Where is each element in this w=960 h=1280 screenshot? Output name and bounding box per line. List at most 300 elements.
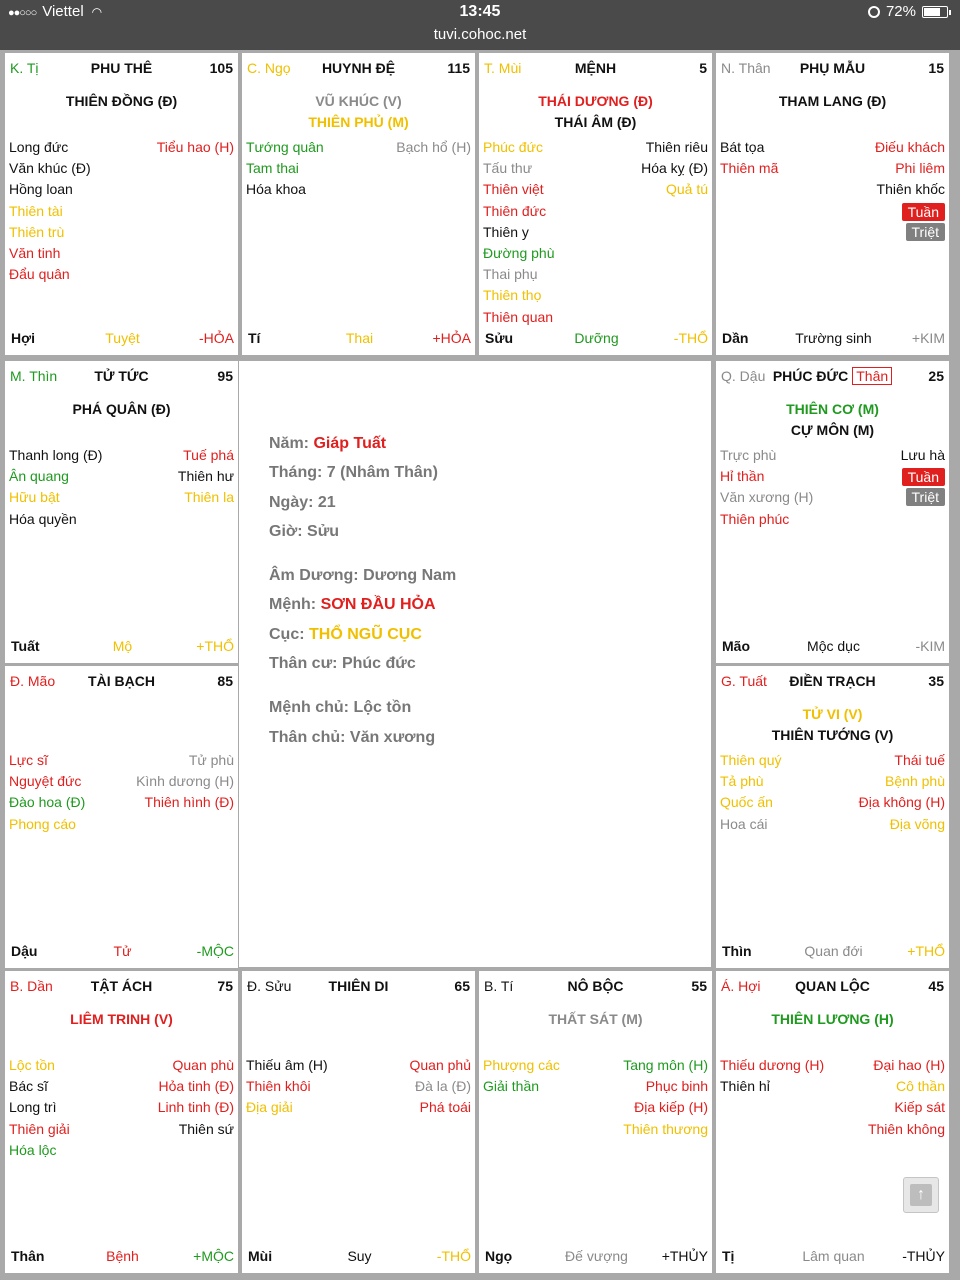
battery-fill — [924, 8, 940, 16]
can-chi: M. Thìn — [10, 368, 58, 384]
secondary-stars — [246, 1055, 471, 1119]
palace-footer — [722, 330, 945, 348]
star: Thiên y — [483, 223, 529, 240]
menh-chu-value: Lộc tồn — [353, 699, 412, 717]
star: Ân quang — [9, 468, 69, 485]
star: Nguyệt đức — [9, 773, 82, 790]
menh-value: SƠN ĐẦU HỎA — [320, 596, 436, 614]
spacer — [269, 546, 456, 561]
carrier-name: Viettel — [42, 3, 84, 20]
earthly-branch: Tí — [248, 330, 261, 346]
star: Văn tinh — [9, 245, 61, 262]
palace-name-wrap — [721, 60, 944, 76]
earthly-branch: Thân — [11, 1248, 45, 1264]
dai-van-age: 105 — [209, 60, 233, 76]
life-stage: Suy — [347, 1248, 372, 1264]
palace-footer — [248, 1248, 471, 1266]
main-stars — [716, 1009, 949, 1030]
dai-van-age: 15 — [928, 60, 944, 76]
main-star: THAM LANG (Đ) — [778, 93, 887, 109]
palace-footer — [11, 1248, 234, 1266]
main-stars — [242, 91, 475, 133]
right-star-column — [158, 1055, 234, 1161]
palace-header — [247, 60, 470, 78]
palace-cell[interactable] — [716, 666, 949, 968]
battery-icon — [922, 6, 948, 18]
right-star-column — [410, 1055, 472, 1119]
can-chi: C. Ngọ — [247, 60, 291, 76]
element: -THỔ — [673, 330, 708, 346]
gio-value: Sửu — [307, 522, 340, 540]
right-star-column — [868, 1055, 945, 1140]
dai-van-age: 115 — [447, 60, 470, 76]
palace-header — [484, 60, 707, 78]
main-star: THẤT SÁT (M) — [548, 1011, 643, 1027]
info-menh: Mệnh: SƠN ĐẦU HỎA — [269, 596, 436, 614]
star: Linh tinh (Đ) — [157, 1099, 234, 1116]
info-gio: Giờ: Sửu — [269, 522, 340, 540]
main-star: THIÊN CƠ (M) — [786, 401, 879, 417]
palace-cell[interactable] — [479, 971, 712, 1273]
earthly-branch: Hợi — [11, 330, 35, 346]
element: -HỎA — [199, 330, 234, 346]
star: Hóa lộc — [9, 1141, 57, 1158]
life-stage: Dưỡng — [574, 330, 619, 346]
star: Thai phụ — [483, 266, 538, 283]
dai-van-age: 95 — [217, 368, 233, 384]
palace-header — [10, 60, 233, 78]
palace-cell[interactable] — [5, 666, 238, 968]
nam-value: Giáp Tuất — [313, 435, 387, 452]
earthly-branch: Tị — [722, 1248, 735, 1264]
star: Bệnh phù — [885, 773, 945, 790]
dai-van-age: 55 — [691, 978, 707, 994]
left-star-column — [9, 137, 91, 285]
star: Thiên không — [867, 1120, 945, 1137]
earthly-branch: Dậu — [11, 943, 38, 959]
star: Bác sĩ — [9, 1078, 48, 1095]
palace-name: PHU THÊ — [90, 60, 153, 76]
tu-vi-chart — [0, 50, 960, 1280]
star: Tuế phá — [183, 447, 234, 463]
star: Thiên thọ — [483, 287, 542, 304]
star: Địa kiếp (H) — [634, 1099, 708, 1116]
element: -THỦY — [902, 1248, 945, 1264]
star: Phi liêm — [895, 160, 945, 177]
star: Phong cáo — [9, 815, 76, 832]
secondary-stars — [9, 137, 234, 285]
can-chi: T. Mùi — [484, 60, 522, 76]
palace-cell[interactable] — [242, 53, 475, 355]
can-chi: K. Tị — [10, 60, 39, 76]
life-stage: Bệnh — [106, 1248, 139, 1264]
element: +THỔ — [907, 943, 945, 959]
star: Địa không (H) — [858, 794, 945, 811]
star: Hoa cái — [720, 815, 768, 832]
main-star: VŨ KHÚC (V) — [315, 93, 402, 109]
palace-name-wrap — [10, 60, 233, 76]
earthly-branch: Mùi — [248, 1248, 273, 1264]
secondary-stars — [720, 445, 945, 530]
tuan-badge: Tuần — [902, 203, 945, 221]
star: Hóa khoa — [246, 181, 306, 198]
left-star-column — [9, 445, 102, 530]
star: Tướng quân — [246, 139, 324, 155]
info-than-chu: Thân chủ: Văn xương — [269, 728, 436, 746]
palace-name: ĐIỀN TRẠCH — [789, 673, 876, 689]
star: Quốc ấn — [720, 794, 773, 811]
life-stage: Tuyệt — [105, 330, 140, 346]
star: Phục binh — [645, 1078, 708, 1095]
star: Thiên riêu — [645, 139, 708, 155]
main-stars — [5, 399, 238, 420]
star: Phúc đức — [483, 139, 543, 155]
star: Thiếu âm (H) — [246, 1057, 328, 1073]
star: Thiên trù — [9, 223, 65, 240]
palace-name: TỬ TỨC — [94, 368, 149, 384]
right-star-column — [396, 137, 471, 201]
left-star-column — [9, 1055, 70, 1161]
palace-footer — [11, 330, 234, 348]
life-stage: Lâm quan — [802, 1248, 865, 1264]
dai-van-age: 5 — [699, 60, 707, 76]
main-star: THIÊN ĐỒNG (Đ) — [65, 93, 178, 109]
star: Hỏa tinh (Đ) — [158, 1078, 234, 1095]
can-chi: Q. Dậu — [721, 368, 766, 384]
palace-name: NÔ BỘC — [567, 978, 624, 994]
star: Thiên mã — [720, 160, 779, 177]
info-menh-chu: Mệnh chủ: Lộc tồn — [269, 699, 412, 717]
star: Văn xương (H) — [720, 489, 814, 506]
right-star-column — [901, 445, 945, 530]
star: Thiên la — [184, 489, 234, 506]
info-am-duong: Âm Dương: Dương Nam — [269, 567, 457, 585]
palace-header — [10, 978, 233, 996]
left-star-column — [246, 1055, 328, 1119]
main-star: TỬ VI (V) — [802, 706, 863, 722]
star: Thiên quý — [720, 752, 782, 768]
can-chi: Đ. Sửu — [247, 978, 292, 994]
left-star-column — [720, 137, 778, 241]
palace-cell[interactable] — [5, 53, 238, 355]
star: Thiên sứ — [178, 1120, 234, 1137]
clock: 13:45 — [459, 3, 501, 20]
left-star-column — [9, 750, 85, 835]
star: Hóa quyền — [9, 510, 77, 527]
star: Lực sĩ — [9, 752, 48, 768]
star: Phượng các — [483, 1057, 560, 1073]
palace-footer — [11, 943, 234, 961]
star: Thiên hư — [177, 468, 234, 485]
palace-cell[interactable] — [479, 53, 712, 355]
star: Quả tú — [665, 181, 708, 198]
right-star-column — [859, 750, 945, 835]
palace-cell[interactable] — [5, 361, 238, 663]
star: Thiên hỉ — [720, 1078, 770, 1095]
secondary-stars — [720, 750, 945, 835]
life-stage: Thai — [345, 330, 374, 346]
palace-cell[interactable] — [242, 971, 475, 1273]
life-stage: Tử — [113, 943, 132, 959]
palace-name-wrap — [484, 978, 707, 994]
ios-status-bar — [0, 0, 960, 50]
palace-name-wrap — [721, 673, 944, 689]
main-star: LIÊM TRINH (V) — [70, 1011, 173, 1027]
palace-name: QUAN LỘC — [795, 978, 870, 994]
dai-van-age: 85 — [217, 673, 233, 689]
palace-footer — [248, 330, 471, 348]
earthly-branch: Tuất — [11, 638, 40, 654]
triet-badge: Triệt — [906, 488, 945, 506]
left-star-column — [246, 137, 324, 201]
star: Hỉ thần — [720, 468, 765, 485]
info-nam: Năm: Giáp Tuất — [269, 435, 387, 452]
info-cuc: Cục: THỔ NGŨ CỤC — [269, 625, 422, 643]
star: Thanh long (Đ) — [9, 447, 103, 463]
dai-van-age: 75 — [217, 978, 233, 994]
star: Thiên thương — [623, 1120, 708, 1137]
palace-name-wrap — [247, 60, 470, 76]
can-chi: B. Tí — [484, 978, 514, 994]
palace-footer — [485, 330, 708, 348]
palace-header — [721, 673, 944, 691]
life-stage: Trường sinh — [795, 330, 872, 346]
main-star: THÁI ÂM (Đ) — [554, 114, 637, 130]
than-marker: Thân — [852, 367, 892, 385]
life-stage: Đế vượng — [565, 1248, 628, 1264]
right-star-column — [157, 137, 234, 285]
earthly-branch: Mão — [722, 638, 750, 654]
left-star-column — [483, 137, 554, 328]
palace-name-wrap — [721, 368, 944, 384]
palace-name-wrap — [10, 978, 233, 994]
rotation-lock-icon — [868, 6, 880, 18]
main-stars — [479, 1009, 712, 1030]
main-stars — [5, 1009, 238, 1030]
element: -KIM — [915, 638, 945, 654]
earthly-branch: Sửu — [485, 330, 514, 346]
info-than-cu: Thân cư: Phúc đức — [269, 655, 416, 673]
star: Đẩu quân — [9, 266, 70, 283]
palace-header — [721, 368, 944, 386]
left-star-column — [720, 1055, 824, 1140]
left-star-column — [720, 750, 781, 835]
palace-cell[interactable] — [716, 971, 949, 1273]
star: Hồng loan — [9, 181, 73, 198]
palace-name: HUYNH ĐỆ — [321, 60, 396, 76]
palace-name: TÀI BẠCH — [88, 673, 155, 689]
main-star: THIÊN TƯỚNG (V) — [771, 727, 894, 743]
star: Hữu bật — [9, 489, 60, 506]
right-star-column — [178, 445, 234, 530]
birth-info — [269, 429, 456, 752]
star: Tam thai — [246, 160, 299, 177]
palace-cell[interactable] — [716, 53, 949, 355]
can-chi: B. Dần — [10, 978, 53, 994]
star: Bát tọa — [720, 139, 765, 155]
left-star-column — [720, 445, 813, 530]
life-stage: Quan đới — [804, 943, 863, 959]
palace-name: TẬT ÁCH — [90, 978, 153, 994]
earthly-branch: Thìn — [722, 943, 752, 959]
cuc-value: THỔ NGŨ CỤC — [309, 625, 422, 643]
tuan-badge: Tuần — [902, 468, 945, 486]
secondary-stars — [9, 445, 234, 530]
palace-footer — [722, 1248, 945, 1266]
star: Quan phủ — [409, 1057, 471, 1073]
palace-header — [10, 368, 233, 386]
star: Thiên khôi — [246, 1078, 311, 1095]
palace-header — [10, 673, 233, 691]
star: Tấu thư — [483, 160, 533, 177]
star: Long đức — [9, 139, 69, 155]
star: Tiểu hao (H) — [156, 139, 234, 155]
palace-header — [484, 978, 707, 996]
element: -MỘC — [196, 943, 234, 959]
secondary-stars — [246, 137, 471, 201]
secondary-stars — [9, 750, 234, 835]
main-star: PHÁ QUÂN (Đ) — [72, 401, 171, 417]
earthly-branch: Dần — [722, 330, 749, 346]
palace-name-wrap — [721, 978, 944, 994]
spacer — [269, 678, 456, 693]
than-cu-value: Phúc đức — [341, 655, 416, 673]
star: Tả phù — [720, 773, 764, 790]
star: Quan phù — [172, 1057, 234, 1073]
star: Điếu khách — [874, 139, 945, 155]
main-stars — [716, 704, 949, 746]
palace-footer — [722, 638, 945, 656]
star: Thiên tài — [9, 202, 63, 219]
secondary-stars — [720, 1055, 945, 1140]
earthly-branch: Ngọ — [485, 1248, 513, 1264]
signal-icon: ●●○○○ — [8, 7, 37, 19]
address-bar-url[interactable]: tuvi.cohoc.net — [433, 26, 527, 43]
right-star-column — [641, 137, 708, 328]
secondary-stars — [9, 1055, 234, 1161]
scroll-to-top-button[interactable] — [903, 1177, 939, 1213]
star: Địa võng — [889, 815, 945, 832]
palace-header — [247, 978, 470, 996]
star: Đại hao (H) — [873, 1057, 945, 1073]
palace-name: MỆNH — [574, 60, 617, 76]
star: Thiên hình (Đ) — [144, 794, 234, 811]
dai-van-age: 65 — [454, 978, 470, 994]
star: Thái tuế — [894, 752, 945, 768]
element: +KIM — [911, 330, 945, 346]
star: Kình dương (H) — [136, 773, 234, 790]
main-stars — [479, 91, 712, 133]
can-chi: N. Thân — [721, 60, 771, 76]
palace-name-wrap — [10, 368, 233, 384]
element: +THỔ — [196, 638, 234, 654]
main-stars — [5, 91, 238, 112]
main-stars — [716, 399, 949, 441]
main-star: THÁI DƯƠNG (Đ) — [538, 93, 653, 109]
can-chi: Đ. Mão — [10, 673, 56, 689]
chart-center-info — [239, 361, 711, 967]
right-star-column — [136, 750, 234, 835]
can-chi: Á. Hợi — [721, 978, 761, 994]
triet-badge: Triệt — [906, 223, 945, 241]
star: Kiếp sát — [894, 1099, 945, 1116]
palace-name-wrap — [247, 978, 470, 994]
star: Lộc tồn — [9, 1057, 55, 1073]
left-star-column — [483, 1055, 560, 1140]
main-star: THIÊN LƯƠNG (H) — [771, 1011, 894, 1027]
right-star-column — [875, 137, 945, 241]
palace-cell[interactable] — [5, 971, 238, 1273]
element: -THỔ — [436, 1248, 471, 1264]
star: Bạch hổ (H) — [396, 139, 471, 155]
star: Hóa kỵ (Đ) — [641, 160, 708, 177]
star: Tang môn (H) — [623, 1057, 708, 1073]
than-chu-value: Văn xương — [349, 728, 436, 746]
palace-footer — [722, 943, 945, 961]
am-duong-value: Dương Nam — [363, 567, 457, 585]
star: Thiên giải — [9, 1120, 70, 1137]
element: +MỘC — [193, 1248, 234, 1264]
star: Đà la (Đ) — [414, 1078, 471, 1095]
palace-name-wrap — [10, 673, 233, 689]
star: Thiên đức — [483, 202, 547, 219]
star: Thiên quan — [483, 308, 554, 325]
star: Long trì — [9, 1099, 57, 1116]
star: Thiếu dương (H) — [720, 1057, 825, 1073]
right-star-column — [623, 1055, 708, 1140]
info-ngay: Ngày: 21 — [269, 493, 336, 511]
palace-name: THIÊN DI — [328, 978, 389, 994]
element: +THỦY — [661, 1248, 708, 1264]
star: Lưu hà — [900, 447, 945, 463]
star: Cô thần — [895, 1078, 945, 1095]
palace-header — [721, 978, 944, 996]
star: Thiên phúc — [720, 510, 790, 527]
palace-header — [721, 60, 944, 78]
star: Đào hoa (Đ) — [9, 794, 86, 811]
status-right — [868, 3, 948, 20]
dai-van-age: 35 — [928, 673, 944, 689]
life-stage: Mộ — [112, 638, 133, 654]
palace-cell[interactable] — [716, 361, 949, 663]
palace-footer — [485, 1248, 708, 1266]
main-stars — [716, 91, 949, 112]
star: Văn khúc (Đ) — [9, 160, 91, 177]
secondary-stars — [720, 137, 945, 241]
dai-van-age: 45 — [928, 978, 944, 994]
element: +HỎA — [432, 330, 471, 346]
life-stage: Mộc dục — [807, 638, 860, 654]
palace-name-wrap — [484, 60, 707, 76]
ngay-value: 21 — [317, 493, 336, 511]
star: Thiên việt — [483, 181, 544, 198]
arrow-up-icon: ↑ — [910, 1184, 932, 1206]
palace-footer — [11, 638, 234, 656]
info-thang: Tháng: 7 (Nhâm Thân) — [269, 464, 438, 482]
thang-value: 7 (Nhâm Thân) — [326, 464, 438, 482]
dai-van-age: 25 — [928, 368, 944, 384]
main-star: CỰ MÔN (M) — [790, 422, 875, 438]
palace-name: PHỤ MẪU — [799, 60, 866, 76]
palace-name: PHÚC ĐỨC — [772, 368, 849, 384]
star: Trực phù — [720, 447, 777, 463]
star: Đường phù — [483, 245, 555, 262]
battery-percent: 72% — [885, 3, 916, 20]
star: Tử phù — [188, 752, 234, 768]
star: Phá toái — [419, 1099, 471, 1116]
main-star: THIÊN PHỦ (M) — [308, 114, 409, 130]
star: Giải thần — [483, 1078, 540, 1095]
